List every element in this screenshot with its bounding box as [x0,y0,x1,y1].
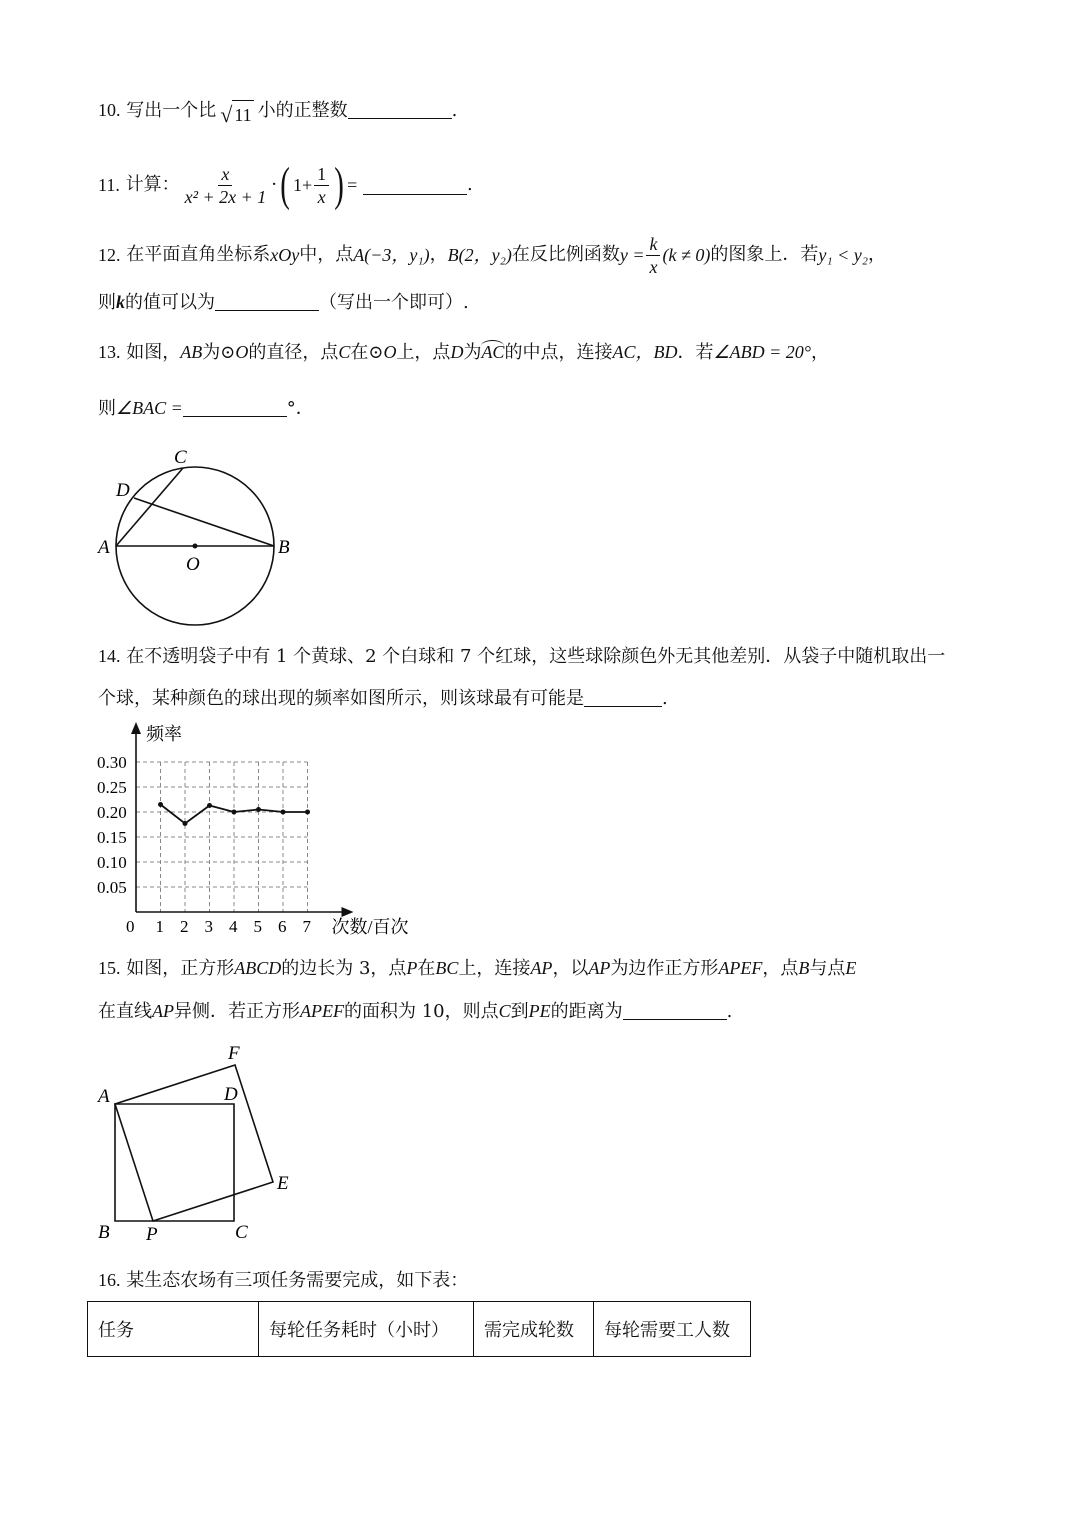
x-tick-label: 3 [204,917,213,936]
q12-answer-blank[interactable] [215,292,319,311]
q11-answer-blank[interactable] [363,176,467,195]
table-header-cell: 任务 [88,1302,259,1357]
q14-number: 14. [98,646,121,666]
q14-answer-blank[interactable] [584,688,662,707]
table-header-cell: 每轮任务耗时（小时） [259,1302,474,1357]
question-13: 13. 如图，AB为⊙O的直径，点C在⊙O上，点D为AC的中点，连接AC，BD．若∠ABD = 20°， [98,342,829,363]
q12-number: 12. [98,245,121,265]
y-tick-label: 0.25 [97,778,127,797]
y-tick-label: 0.05 [97,878,127,897]
question-11: 11. 计算： $\frac{x}{\text{x² + 2x + 1}}$ · ( 1+ $\frac{1}{x}$ ) = . [98,158,473,211]
data-point [183,821,188,826]
q10-answer-blank[interactable] [348,100,452,119]
label-a: A [98,1086,110,1107]
label-c: C [174,447,187,468]
x-tick-label: 1 [155,917,164,936]
y-axis-arrow [131,722,141,734]
label-b: B [278,537,290,558]
q11-label: 计算： [125,174,180,195]
point-a: A(−3，y₁) [353,245,430,265]
table-header-row [88,1302,751,1357]
q11-fraction-2: $\frac{1}{x}$ [314,163,329,208]
label-c: C [235,1222,248,1243]
label-o: O [186,554,200,575]
data-point [305,810,310,815]
q11-number: 11. [98,175,120,195]
x-tick-label: 2 [180,917,189,936]
q13-number: 13. [98,342,121,362]
data-point [207,803,212,808]
sqrt-11: √ 11 [220,102,252,127]
segment-bd [134,498,274,546]
q11-fraction-1: $\frac{x}{\text{x² + 2x + 1}}$ [184,163,267,207]
data-point [256,807,261,812]
table-header-cell: 每轮需要工人数 [594,1302,751,1357]
y-axis-label: 频率 [146,724,182,744]
data-point [232,810,237,815]
data-point [158,802,163,807]
question-12: 12. 在平面直角坐标系 xOy 中，点 A(−3，y₁) ， B(2，y₂) 在反比例函数 y = $\frac{k}{x}$ (k ≠ 0) 的图象上．若 y₁ < y₂ ， [98,233,886,277]
q15-answer-blank[interactable] [623,1001,727,1020]
q10-text-pre: 写出一个比 [126,100,217,121]
q12-fraction: $\frac{k}{x}$ [646,233,660,278]
point-b: B(2，y₂) [447,245,512,265]
y-tick-label: 0.15 [97,828,127,847]
square-abcd [115,1104,234,1221]
question-16: 16. 某生态农场有三项任务需要完成，如下表： [98,1270,469,1291]
q16-number: 16. [98,1270,121,1290]
q10-number: 10. [98,100,121,120]
x-tick-label: 6 [278,917,287,936]
q13-answer-blank[interactable] [183,398,287,417]
label-d: D [224,1084,238,1105]
q15-number: 15. [98,958,121,978]
circle-figure [90,440,310,630]
task-table [87,1301,751,1357]
square-apef [115,1065,273,1221]
data-point [281,810,286,815]
label-e: E [277,1173,289,1194]
x-axis-arrow [342,907,354,917]
x-tick-label: 0 [126,917,135,936]
question-15: 15. 如图，正方形ABCD的边长为 3，点P在BC上，连接AP，以AP为边作正方形APEF，点B与点E [98,958,857,979]
y-tick-label: 0.20 [97,803,127,822]
label-p: P [146,1224,158,1245]
x-axis-label: 次数/百次 [331,917,409,937]
table-header-cell: 需完成轮数 [474,1302,594,1357]
y-tick-label: 0.10 [97,853,127,872]
label-b: B [98,1222,110,1243]
y-tick-label: 0.30 [97,753,127,772]
question-15-line-2: 在直线AP异侧．若正方形APEF的面积为 10，则点C到PE的距离为 . [98,1001,733,1022]
center-dot [193,544,198,549]
x-tick-label: 4 [229,917,238,936]
question-14: 14. 在不透明袋子中有 1 个黄球、2 个白球和 7 个红球，这些球除颜色外无其他差别．从袋子中随机取出一 [98,646,946,667]
squares-figure [90,1040,310,1250]
arc-ac: AC [481,342,505,362]
label-d: D [116,480,130,501]
x-tick-label: 7 [302,917,311,936]
frequency-chart [92,718,422,948]
question-10: 10. 写出一个比 √ 11 小的正整数 . [98,100,458,127]
question-12-line-2: 则k的值可以为 （写出一个即可）. [98,292,469,313]
question-13-line-2: 则∠BAC = °． [98,398,314,419]
label-a: A [98,537,110,558]
label-f: F [228,1043,240,1064]
question-14-line-2: 个球，某种颜色的球出现的频率如图所示，则该球最有可能是 . [98,688,668,709]
q10-text-post: 小的正整数 [257,100,348,121]
x-tick-label: 5 [253,917,262,936]
